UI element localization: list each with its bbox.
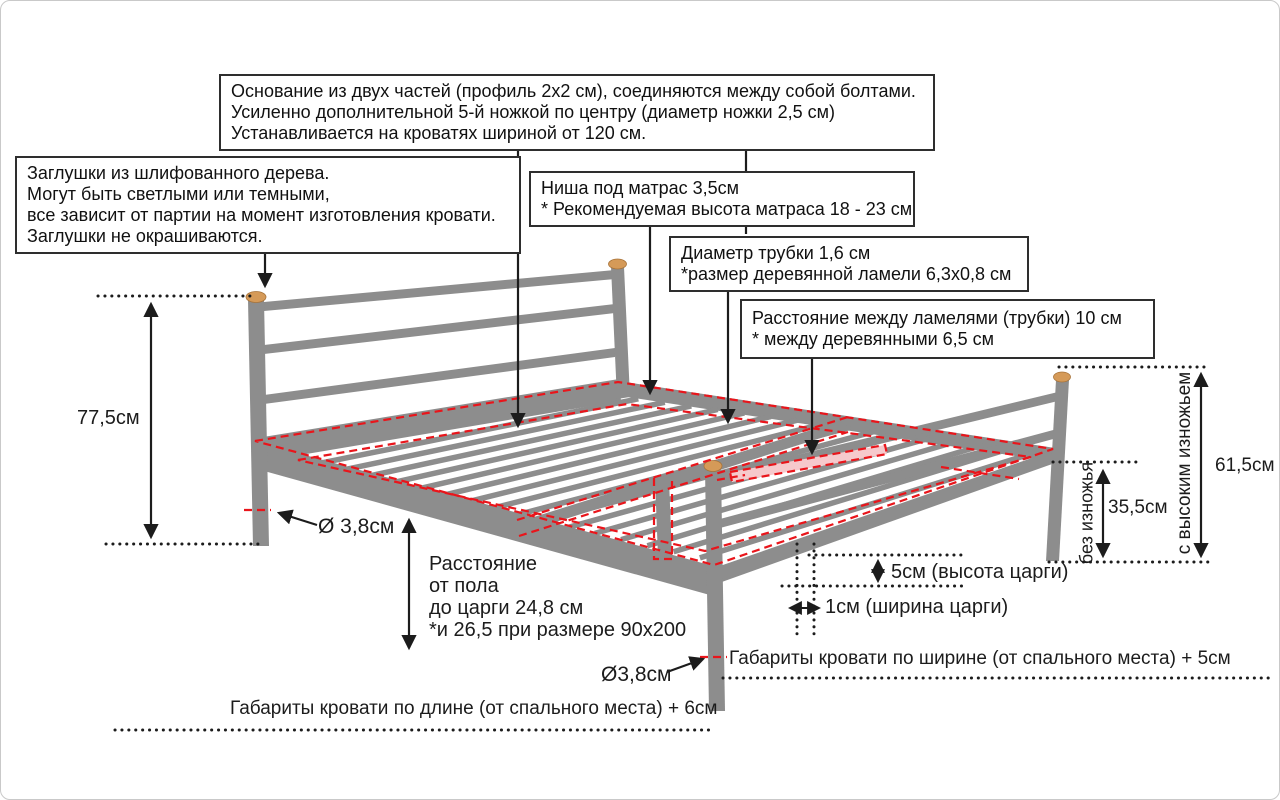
cap-footboard-far bbox=[1054, 372, 1071, 382]
callout-lamellas bbox=[740, 299, 1155, 359]
callout-plugs bbox=[15, 156, 521, 254]
callout-niche-line: Ниша под матрас 3,5см bbox=[541, 178, 740, 198]
headboard-far-post bbox=[611, 267, 630, 399]
callout-plugs-line: Заглушки не окрашиваются. bbox=[27, 226, 263, 246]
dim-floor-to-tsarga-line: *и 26,5 при размере 90х200 bbox=[429, 619, 687, 641]
callout-tube bbox=[669, 236, 1029, 292]
callout-base-line: Усиленно дополнительной 5-й ножкой по центру (диаметр ножки 2,5 см) bbox=[231, 102, 835, 122]
callout-lamellas-line: * между деревянными 6,5 см bbox=[752, 329, 995, 349]
callout-plugs-line: все зависит от партии на момент изготовления кровати. bbox=[27, 205, 496, 225]
dim-head-height: 77,5см bbox=[77, 407, 140, 429]
dim-tsarga-height: 5см (высота царги) bbox=[891, 561, 1069, 583]
footboard-near-post bbox=[705, 469, 725, 711]
dim-floor-to-tsarga bbox=[429, 553, 686, 641]
callout-tube-line: *размер деревянной ламели 6,3х0,8 см bbox=[681, 264, 1012, 284]
leader-diameter-left bbox=[279, 513, 317, 525]
dim-overall-length: Габариты кровати по длине (от спального места) + 6см bbox=[230, 698, 718, 719]
dim-without-footboard-label: без изножья bbox=[1076, 461, 1097, 565]
callout-lamellas-line: Расстояние между ламелями (трубки) 10 см bbox=[752, 308, 1122, 328]
dim-floor-to-tsarga-line: Расстояние bbox=[429, 553, 538, 575]
dim-floor-to-tsarga-line: до царги 24,8 см bbox=[429, 597, 584, 619]
dim-tsarga-width: 1см (ширина царги) bbox=[825, 596, 1009, 618]
footboard-far-post bbox=[1046, 380, 1069, 561]
callout-plugs-line: Заглушки из шлифованного дерева. bbox=[27, 163, 330, 183]
callout-base-line: Устанавливается на кроватях шириной от 120 см. bbox=[231, 123, 647, 143]
dim-floor-to-tsarga-line: от пола bbox=[429, 575, 499, 597]
dim-leg-diameter-front: Ø3,8см bbox=[601, 663, 672, 686]
callout-niche bbox=[529, 171, 915, 227]
cap-footboard-near bbox=[704, 461, 722, 472]
headboard-rails bbox=[264, 270, 615, 404]
callout-base-line: Основание из двух частей (профиль 2х2 см), соединяются между собой болтами. bbox=[231, 81, 916, 101]
callout-plugs-line: Могут быть светлыми или темными, bbox=[27, 184, 330, 204]
dim-without-footboard-value: 35,5см bbox=[1108, 497, 1168, 518]
callout-tube-line: Диаметр трубки 1,6 см bbox=[681, 243, 871, 263]
dim-with-high-footboard-value: 61,5см bbox=[1215, 455, 1275, 476]
dim-overall-width: Габариты кровати по ширине (от спального места) + 5см bbox=[729, 648, 1231, 669]
dim-with-high-footboard-label: с высоким изножьем bbox=[1174, 371, 1195, 555]
dim-leg-diameter-left: Ø 3,8см bbox=[318, 515, 395, 538]
cap-headboard-far bbox=[609, 259, 627, 269]
callout-niche-line: * Рекомендуемая высота матраса 18 - 23 см bbox=[541, 199, 913, 219]
callout-base bbox=[219, 74, 935, 151]
leader-diameter-front bbox=[667, 659, 703, 672]
